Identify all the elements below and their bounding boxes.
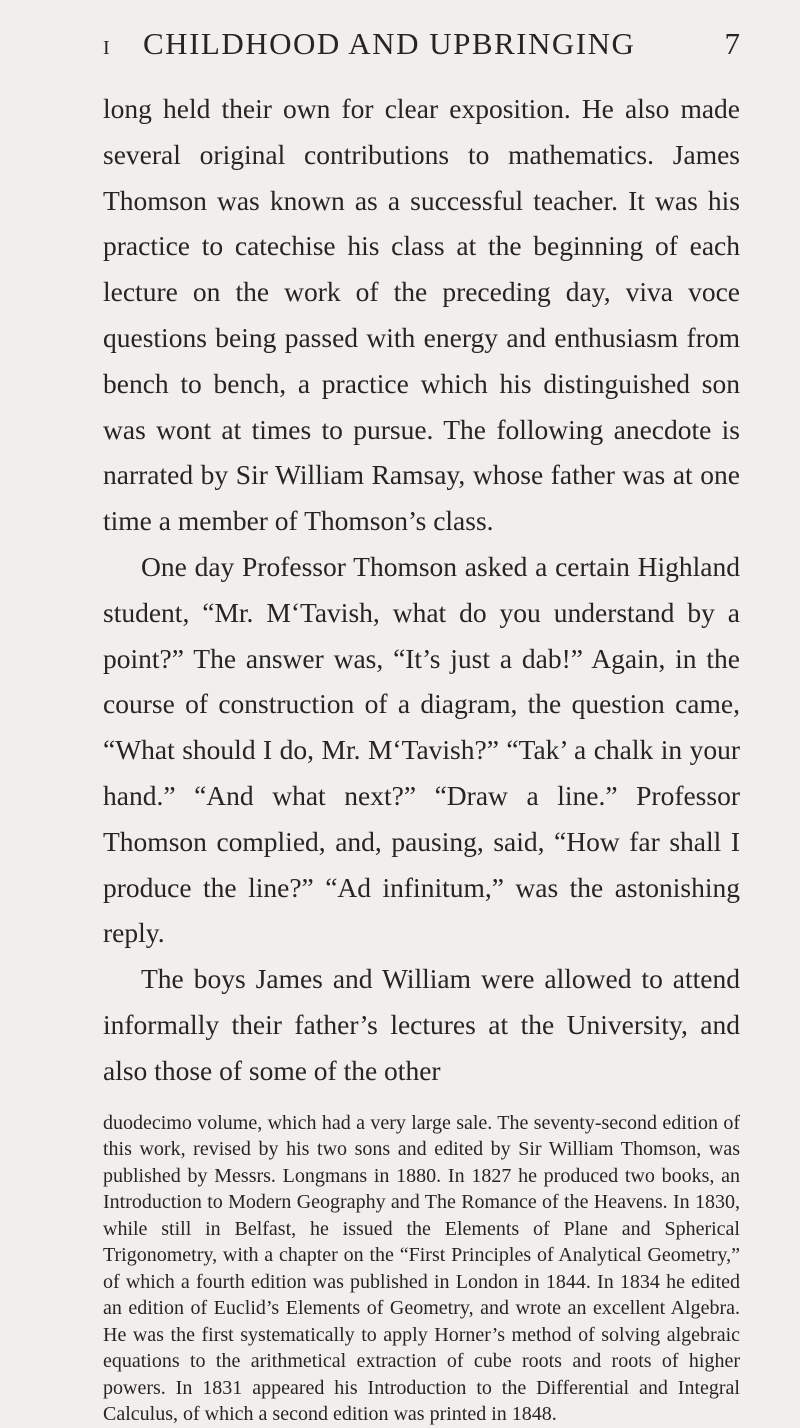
paragraph-2: One day Professor Thomson asked a certain Highland student, “Mr. M‘Tavish, what do you understand by a point?” The answer was, “It’s just a dab!” Again, in the course of construction of a diagram, the question came, “What should I do, Mr. M‘Tavish?” “Tak’ a chalk in your hand.” “And what next?” “Draw a line.” Professor Thomson complied, and, pausing, said, “How far shall I produce the line?” “Ad infinitum,” was the astonishing reply. [103,550,740,949]
running-head [103,26,740,66]
footnote [103,1110,740,1428]
chapter-number: I [103,37,110,59]
footnote-text: duodecimo volume, which had a very large sale. The seventy-second edition of this work, revised by his two sons and edited by Sir William Thomson, was published by Messrs. Longmans in 1880. In 1827 he produced two books, an Introduction to Modern Geography and The Romance of the Heavens. In 1830, while still in Belfast, he issued the Elements of Plane and Spherical Trigonometry, with a chapter on the “First Principles of Analytical Geometry,” of which a fourth edition was published in London in 1844. In 1834 he edited an edition of Euclid’s Elements of Geometry, and wrote an excellent Algebra. He was the first systematically to apply Horner’s method of solving algebraic equations to the arithmetical extraction of cube roots and roots of higher powers. In 1831 appeared his Introduction to the Differential and Integral Calculus, of which a second edition was printed in 1848. [103,1111,740,1426]
page-number: 7 [724,26,740,61]
running-head-title: CHILDHOOD AND UPBRINGING [143,26,636,61]
body-text [103,86,740,1094]
paragraph-1: long held their own for clear exposition. He also made several original contributions to mathematics. James Thomson was known as a successful teacher. It was his practice to catechise his class at the beginning of each lecture on the work of the preceding day, viva voce questions being passed with energy and enthusiasm from bench to bench, a practice which his distinguished son was wont at times to pursue. The following anecdote is narrated by Sir William Ramsay, whose father was at one time a member of Thomson’s class. [103,93,740,537]
paragraph-3: The boys James and William were allowed to attend informally their father’s lectures at the University, and also those of some of the other [103,963,740,1086]
